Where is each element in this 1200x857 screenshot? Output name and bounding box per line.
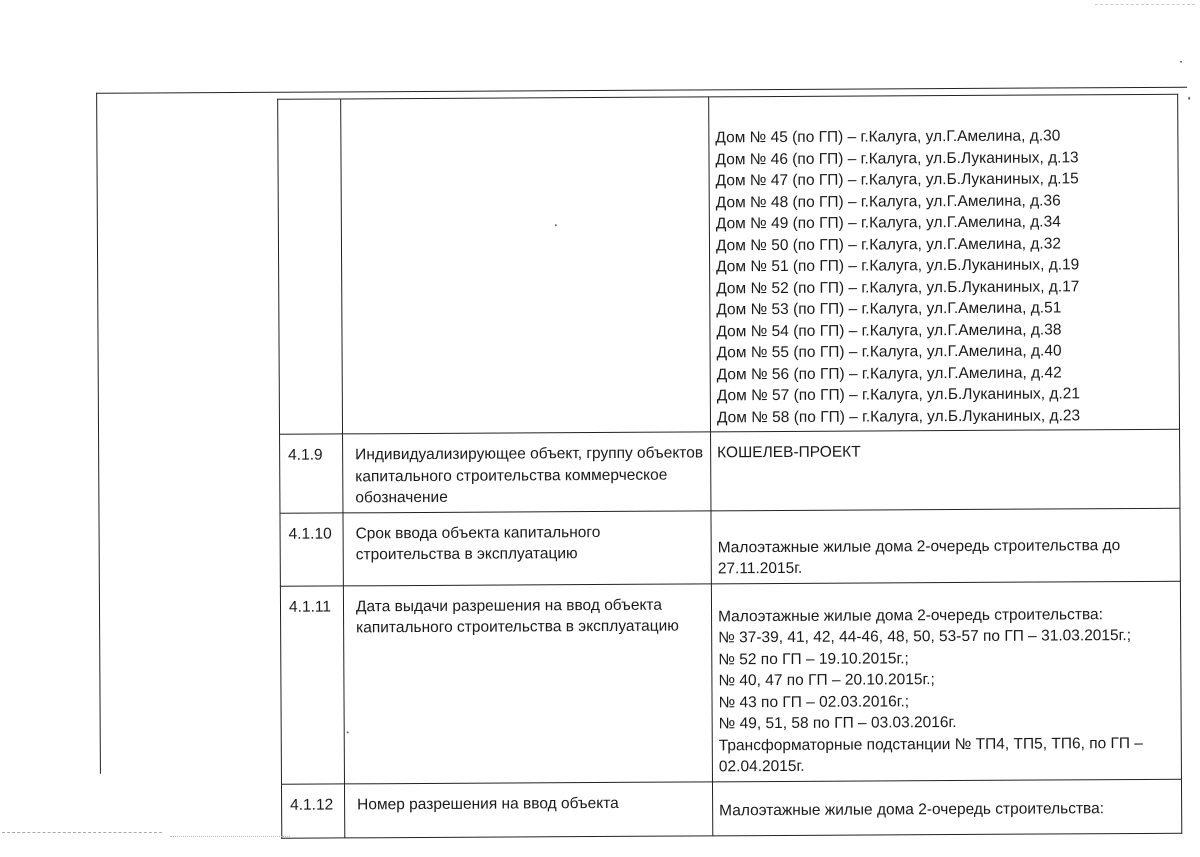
row-value xyxy=(711,508,1180,584)
empty-num-cell xyxy=(278,99,343,434)
address-line: Дом № 50 (по ГП) – г.Калуга, ул.Г.Амелина, д.32 xyxy=(715,234,1061,254)
address-line: Дом № 55 (по ГП) – г.Калуга, ул.Г.Амелина, д.40 xyxy=(716,342,1062,362)
scan-edge-mark xyxy=(1095,4,1195,6)
row-label: Дата выдачи разрешения на ввод объекта капитального строительства в эксплуатацию xyxy=(343,583,712,783)
address-line: Дом № 58 (по ГП) – г.Калуга, ул.Б.Луканиных, д.23 xyxy=(716,406,1081,426)
value-line: Малоэтажные жилые дома 2-очередь строительства: xyxy=(719,799,1105,819)
address-list xyxy=(709,94,1180,432)
value-line: Малоэтажные жилые дома 2-очередь строительства до 27.11.2015г. xyxy=(717,536,1121,578)
scan-edge-mark xyxy=(170,836,290,838)
document-table xyxy=(277,94,1182,839)
scan-speck xyxy=(555,224,557,226)
address-line: Дом № 56 (по ГП) – г.Калуга, ул.Г.Амелина, д.42 xyxy=(716,363,1062,383)
scan-edge-mark xyxy=(2,832,162,834)
value-line: № 49, 51, 58 по ГП – 03.03.2016г. xyxy=(718,714,957,733)
value-line: № 40, 47 по ГП – 20.10.2015г.; xyxy=(718,671,935,690)
table-row-addresses xyxy=(278,94,1180,434)
row-value xyxy=(711,429,1180,510)
address-line: Дом № 53 (по ГП) – г.Калуга, ул.Г.Амелина, д.51 xyxy=(716,299,1062,319)
address-line: Дом № 48 (по ГП) – г.Калуга, ул.Г.Амелина, д.36 xyxy=(715,191,1061,211)
value-line: № 37-39, 41, 42, 44-46, 48, 50, 53-57 по ГП – 31.03.2015г.; xyxy=(718,627,1132,647)
empty-label-cell xyxy=(341,97,711,434)
address-line: Дом № 47 (по ГП) – г.Калуга, ул.Б.Луканиных, д.15 xyxy=(715,170,1079,190)
scan-speck xyxy=(347,731,349,733)
table-row-4-1-12 xyxy=(281,779,1181,838)
address-line: Дом № 51 (по ГП) – г.Калуга, ул.Б.Луканиных, д.19 xyxy=(716,256,1080,276)
scan-speck xyxy=(1188,97,1190,100)
row-value xyxy=(711,581,1181,782)
address-line: Дом № 52 (по ГП) – г.Калуга, ул.Б.Луканиных, д.17 xyxy=(716,277,1080,297)
row-value xyxy=(712,779,1181,836)
value-line: Малоэтажные жилые дома 2-очередь строительства: xyxy=(718,605,1103,625)
row-label: Срок ввода объекта капитального строительства в эксплуатацию xyxy=(343,510,711,585)
row-number: 4.1.10 xyxy=(280,512,343,585)
scan-speck xyxy=(1180,61,1182,63)
address-line: Дом № 45 (по ГП) – г.Калуга, ул.Г.Амелина, д.30 xyxy=(715,127,1061,147)
row-label: Индивидуализирующее объект, группу объектов капитального строительства коммерческое обозначение xyxy=(343,432,711,513)
value-line: КОШЕЛЕВ-ПРОЕКТ xyxy=(717,443,861,462)
address-line: Дом № 46 (по ГП) – г.Калуга, ул.Б.Луканиных, д.13 xyxy=(715,148,1079,168)
row-number: 4.1.11 xyxy=(280,585,344,783)
value-line: № 52 по ГП – 19.10.2015г.; xyxy=(718,649,909,668)
value-line: Трансформаторные подстанции № ТП4, ТП5, ТП6, по ГП – 02.04.2015г. xyxy=(718,734,1144,776)
table-row-4-1-11 xyxy=(280,581,1181,784)
table-row-4-1-9 xyxy=(280,429,1180,513)
address-line: Дом № 54 (по ГП) – г.Калуга, ул.Г.Амелина, д.38 xyxy=(716,320,1062,340)
row-number: 4.1.9 xyxy=(280,434,343,513)
row-number: 4.1.12 xyxy=(281,783,344,837)
row-label: Номер разрешения на ввод объекта xyxy=(344,781,712,837)
table-row-4-1-10 xyxy=(280,508,1180,586)
value-line: № 43 по ГП – 02.03.2016г.; xyxy=(718,692,910,711)
address-line: Дом № 49 (по ГП) – г.Калуга, ул.Г.Амелина, д.34 xyxy=(715,213,1061,233)
address-line: Дом № 57 (по ГП) – г.Калуга, ул.Б.Луканиных, д.21 xyxy=(716,385,1081,405)
